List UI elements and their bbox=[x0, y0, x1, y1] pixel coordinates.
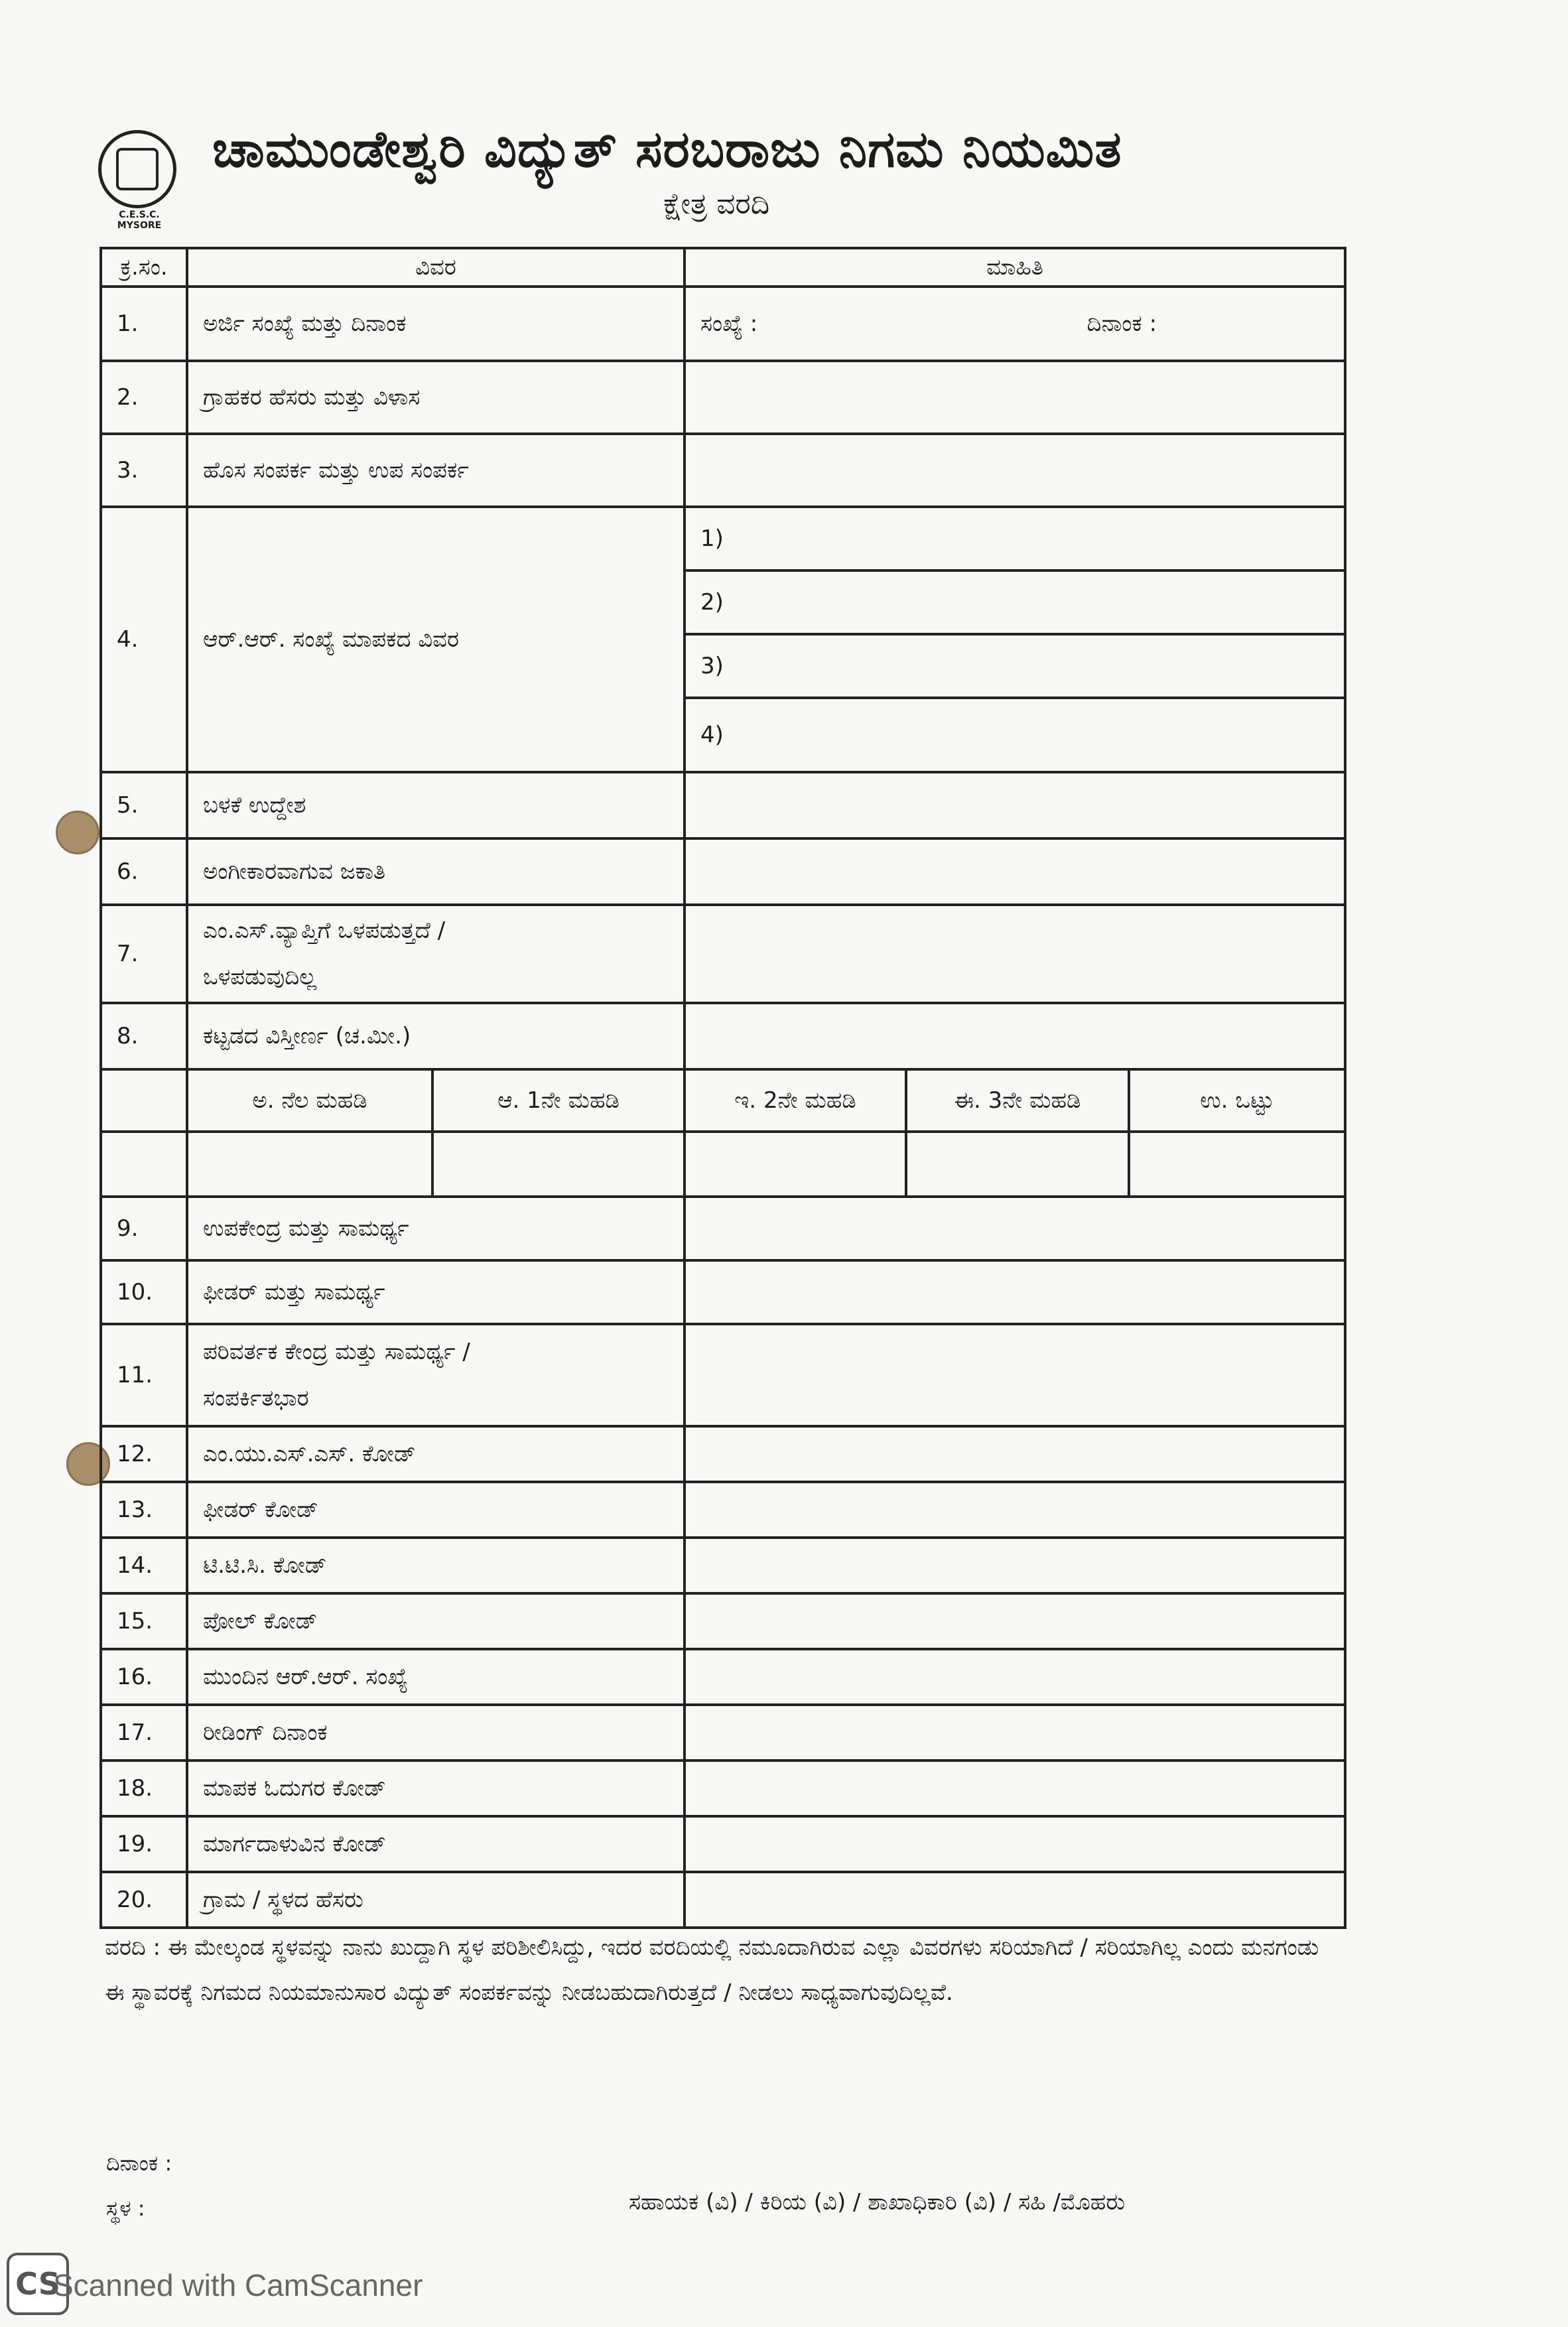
table-header-row bbox=[101, 248, 1345, 287]
row-value[interactable] bbox=[685, 905, 1345, 1003]
row-value[interactable] bbox=[685, 1426, 1345, 1482]
row-number: 10. bbox=[101, 1260, 187, 1324]
page-title: ಚಾಮುಂಡೇಶ್ವರಿ ವಿದ್ಯುತ್ ಸರಬರಾಜು ನಿಗಮ ನಿಯಮಿತ bbox=[212, 119, 1122, 178]
table-row bbox=[101, 1872, 1345, 1928]
row-number: 19. bbox=[101, 1816, 187, 1872]
row-value[interactable] bbox=[685, 1003, 1345, 1069]
row-number: 20. bbox=[101, 1872, 187, 1928]
floor-header-row bbox=[101, 1069, 1345, 1132]
date-label: ದಿನಾಂಕ : bbox=[1086, 310, 1157, 337]
floor-header: ಉ. ಒಟ್ಟು bbox=[1129, 1069, 1345, 1132]
row-value[interactable] bbox=[685, 1649, 1345, 1705]
col-no-header: ಕ್ರ.ಸಂ. bbox=[101, 248, 187, 287]
row-label: ಪೋಲ್ ಕೋಡ್ bbox=[187, 1593, 685, 1649]
row-value[interactable] bbox=[685, 361, 1345, 434]
row-value[interactable] bbox=[685, 1761, 1345, 1816]
table-row bbox=[101, 1705, 1345, 1761]
floor-value[interactable] bbox=[1129, 1132, 1345, 1197]
table-row bbox=[101, 1649, 1345, 1705]
row-label: ಎಂ.ಯು.ಎಸ್.ಎಸ್. ಕೋಡ್ bbox=[187, 1426, 685, 1482]
row-value[interactable] bbox=[685, 1705, 1345, 1761]
cesc-logo bbox=[98, 130, 176, 208]
table-row bbox=[101, 1761, 1345, 1816]
row-number: 16. bbox=[101, 1649, 187, 1705]
row-number: 4. bbox=[101, 507, 187, 772]
row-number: 14. bbox=[101, 1538, 187, 1593]
col-info-header: ಮಾಹಿತಿ bbox=[685, 248, 1345, 287]
row-number: 6. bbox=[101, 838, 187, 905]
row-number: 17. bbox=[101, 1705, 187, 1761]
row-label bbox=[187, 1324, 685, 1426]
floor-header: ಇ. 2ನೇ ಮಹಡಿ bbox=[685, 1069, 906, 1132]
row-value[interactable] bbox=[685, 1482, 1345, 1538]
row-label: ರೀಡಿಂಗ್ ದಿನಾಂಕ bbox=[187, 1705, 685, 1761]
row-value[interactable] bbox=[685, 1260, 1345, 1324]
table-row bbox=[101, 361, 1345, 434]
row-value[interactable] bbox=[685, 434, 1345, 507]
row-label: ಬಳಕೆ ಉದ್ದೇಶ bbox=[187, 772, 685, 838]
row-label: ಉಪಕೇಂದ್ರ ಮತ್ತು ಸಾಮರ್ಥ್ಯ bbox=[187, 1197, 685, 1260]
row-label-line: ಸಂಪರ್ಕಿತಭಾರ bbox=[203, 1385, 309, 1412]
row-label: ಮಾಪಕ ಓದುಗರ ಕೋಡ್ bbox=[187, 1761, 685, 1816]
row-value[interactable] bbox=[685, 1324, 1345, 1426]
table-row bbox=[101, 1260, 1345, 1324]
row-number: 8. bbox=[101, 1003, 187, 1069]
number-label: ಸಂಖ್ಯೆ : bbox=[700, 310, 758, 337]
row-label: ಫೀಡರ್ ಕೋಡ್ bbox=[187, 1482, 685, 1538]
row-value[interactable] bbox=[685, 1593, 1345, 1649]
row-label bbox=[187, 905, 685, 1003]
empty-cell bbox=[101, 1132, 187, 1197]
place-label: ಸ್ಥಳ : bbox=[106, 2196, 145, 2221]
table-row bbox=[101, 772, 1345, 838]
table-row bbox=[101, 1482, 1345, 1538]
row-value[interactable] bbox=[685, 1816, 1345, 1872]
page-subtitle: ಕ್ಷೇತ್ರ ವರದಿ bbox=[663, 187, 770, 221]
floor-header: ಆ. 1ನೇ ಮಹಡಿ bbox=[432, 1069, 685, 1132]
meter-entry[interactable]: 3) bbox=[685, 634, 1345, 698]
row-value[interactable] bbox=[685, 772, 1345, 838]
row-label: ಕಟ್ಟಡದ ವಿಸ್ತೀರ್ಣ (ಚ.ಮೀ.) bbox=[187, 1003, 685, 1069]
table-row bbox=[101, 1816, 1345, 1872]
row-number: 1. bbox=[101, 287, 187, 361]
meter-entry[interactable]: 1) bbox=[685, 507, 1345, 570]
row-label: ಮಾರ್ಗದಾಳುವಿನ ಕೋಡ್ bbox=[187, 1816, 685, 1872]
meter-entry[interactable]: 2) bbox=[685, 570, 1345, 634]
floor-header: ಈ. 3ನೇ ಮಹಡಿ bbox=[906, 1069, 1129, 1132]
row-label: ಫೀಡರ್ ಮತ್ತು ಸಾಮರ್ಥ್ಯ bbox=[187, 1260, 685, 1324]
row-number: 5. bbox=[101, 772, 187, 838]
row-label: ಹೊಸ ಸಂಪರ್ಕ ಮತ್ತು ಉಪ ಸಂಪರ್ಕ bbox=[187, 434, 685, 507]
floor-value-row bbox=[101, 1132, 1345, 1197]
row-label: ಅಂಗೀಕಾರವಾಗುವ ಜಕಾತಿ bbox=[187, 838, 685, 905]
date-label: ದಿನಾಂಕ : bbox=[106, 2151, 172, 2176]
signature-line: ಸಹಾಯಕ (ವಿ) / ಕಿರಿಯ (ವಿ) / ಶಾಖಾಧಿಕಾರಿ (ವಿ) / ಸಹಿ /ಮೊಹರು bbox=[629, 2189, 1126, 2216]
meter-entry[interactable]: 4) bbox=[685, 698, 1345, 772]
row-number: 15. bbox=[101, 1593, 187, 1649]
row-value[interactable] bbox=[685, 1872, 1345, 1928]
row-label: ಅರ್ಜಿ ಸಂಖ್ಯೆ ಮತ್ತು ದಿನಾಂಕ bbox=[187, 287, 685, 361]
row-value[interactable] bbox=[685, 1538, 1345, 1593]
table-row bbox=[101, 1324, 1345, 1426]
row-number: 7. bbox=[101, 905, 187, 1003]
floor-header: ಅ. ನೆಲ ಮಹಡಿ bbox=[187, 1069, 432, 1132]
row-value[interactable] bbox=[685, 1197, 1345, 1260]
report-declaration: ವರದಿ : ಈ ಮೇಲ್ಕಂಡ ಸ್ಥಳವನ್ನು ನಾನು ಖುದ್ದಾಗಿ ಸ್ಥಳ ಪರಿಶೀಲಿಸಿದ್ದು, ಇದರ ವರದಿಯಲ್ಲಿ ನಮೂದಾಗಿರುವ ಎಲ್ಲಾ ವಿವರಗಳು ಸರಿಯಾಗಿದೆ / ಸರಿಯಾಗಿಲ್ಲ ಎಂದು ಮನಗಂಡು ಈ ಸ್ಥಾವರಕ್ಕೆ ನಿಗಮದ ನಿಯಮಾನುಸಾರ ವಿದ್ಯುತ್ ಸಂಪರ್ಕವನ್ನು ನೀಡಬಹುದಾಗಿರುತ್ತದೆ / ನೀಡಲು ಸಾಧ್ಯವಾಗುವುದಿಲ್ಲವೆ. bbox=[105, 1934, 1319, 2006]
floor-value[interactable] bbox=[187, 1132, 432, 1197]
row-number: 12. bbox=[101, 1426, 187, 1482]
floor-value[interactable] bbox=[906, 1132, 1129, 1197]
field-report-table bbox=[99, 247, 1346, 1929]
row-number: 2. bbox=[101, 361, 187, 434]
floor-value[interactable] bbox=[685, 1132, 906, 1197]
punch-hole bbox=[56, 811, 99, 854]
row-label: ಗ್ರಾಮ / ಸ್ಥಳದ ಹೆಸರು bbox=[187, 1872, 685, 1928]
row-value[interactable] bbox=[685, 287, 1345, 361]
camscanner-logo-icon: CS bbox=[7, 2253, 69, 2315]
row-number: 18. bbox=[101, 1761, 187, 1816]
row-label: ಟಿ.ಟಿ.ಸಿ. ಕೋಡ್ bbox=[187, 1538, 685, 1593]
table-row bbox=[101, 1538, 1345, 1593]
col-details-header: ವಿವರ bbox=[187, 248, 685, 287]
table-row bbox=[101, 287, 1345, 361]
logo-caption: C.E.S.C. MYSORE bbox=[117, 210, 162, 231]
empty-cell bbox=[101, 1069, 187, 1132]
table-row bbox=[101, 1593, 1345, 1649]
table-row bbox=[101, 1003, 1345, 1069]
floor-value[interactable] bbox=[432, 1132, 685, 1197]
row-label: ಗ್ರಾಹಕರ ಹೆಸರು ಮತ್ತು ವಿಳಾಸ bbox=[187, 361, 685, 434]
table-row bbox=[101, 838, 1345, 905]
row-label-line: ಪರಿವರ್ತಕ ಕೇಂದ್ರ ಮತ್ತು ಸಾಮರ್ಥ್ಯ / bbox=[203, 1339, 470, 1365]
table-row bbox=[101, 1426, 1345, 1482]
row-number: 13. bbox=[101, 1482, 187, 1538]
camscanner-watermark: Scanned with CamScanner bbox=[53, 2268, 423, 2302]
row-value[interactable] bbox=[685, 838, 1345, 905]
row-number: 9. bbox=[101, 1197, 187, 1260]
row-label-line: ಒಳಪಡುವುದಿಲ್ಲ bbox=[203, 964, 317, 990]
table-row bbox=[101, 1197, 1345, 1260]
table-row bbox=[101, 905, 1345, 1003]
row-number: 3. bbox=[101, 434, 187, 507]
row-label: ಆರ್.ಆರ್. ಸಂಖ್ಯೆ ಮಾಪಕದ ವಿವರ bbox=[187, 507, 685, 772]
logo-emblem-icon bbox=[116, 148, 159, 190]
row-label: ಮುಂದಿನ ಆರ್.ಆರ್. ಸಂಖ್ಯೆ bbox=[187, 1649, 685, 1705]
row-number: 11. bbox=[101, 1324, 187, 1426]
table-row bbox=[101, 507, 1345, 570]
table-row bbox=[101, 434, 1345, 507]
row-label-line: ಎಂ.ಎಸ್.ವ್ಯಾಪ್ತಿಗೆ ಒಳಪಡುತ್ತದೆ / bbox=[203, 917, 446, 944]
